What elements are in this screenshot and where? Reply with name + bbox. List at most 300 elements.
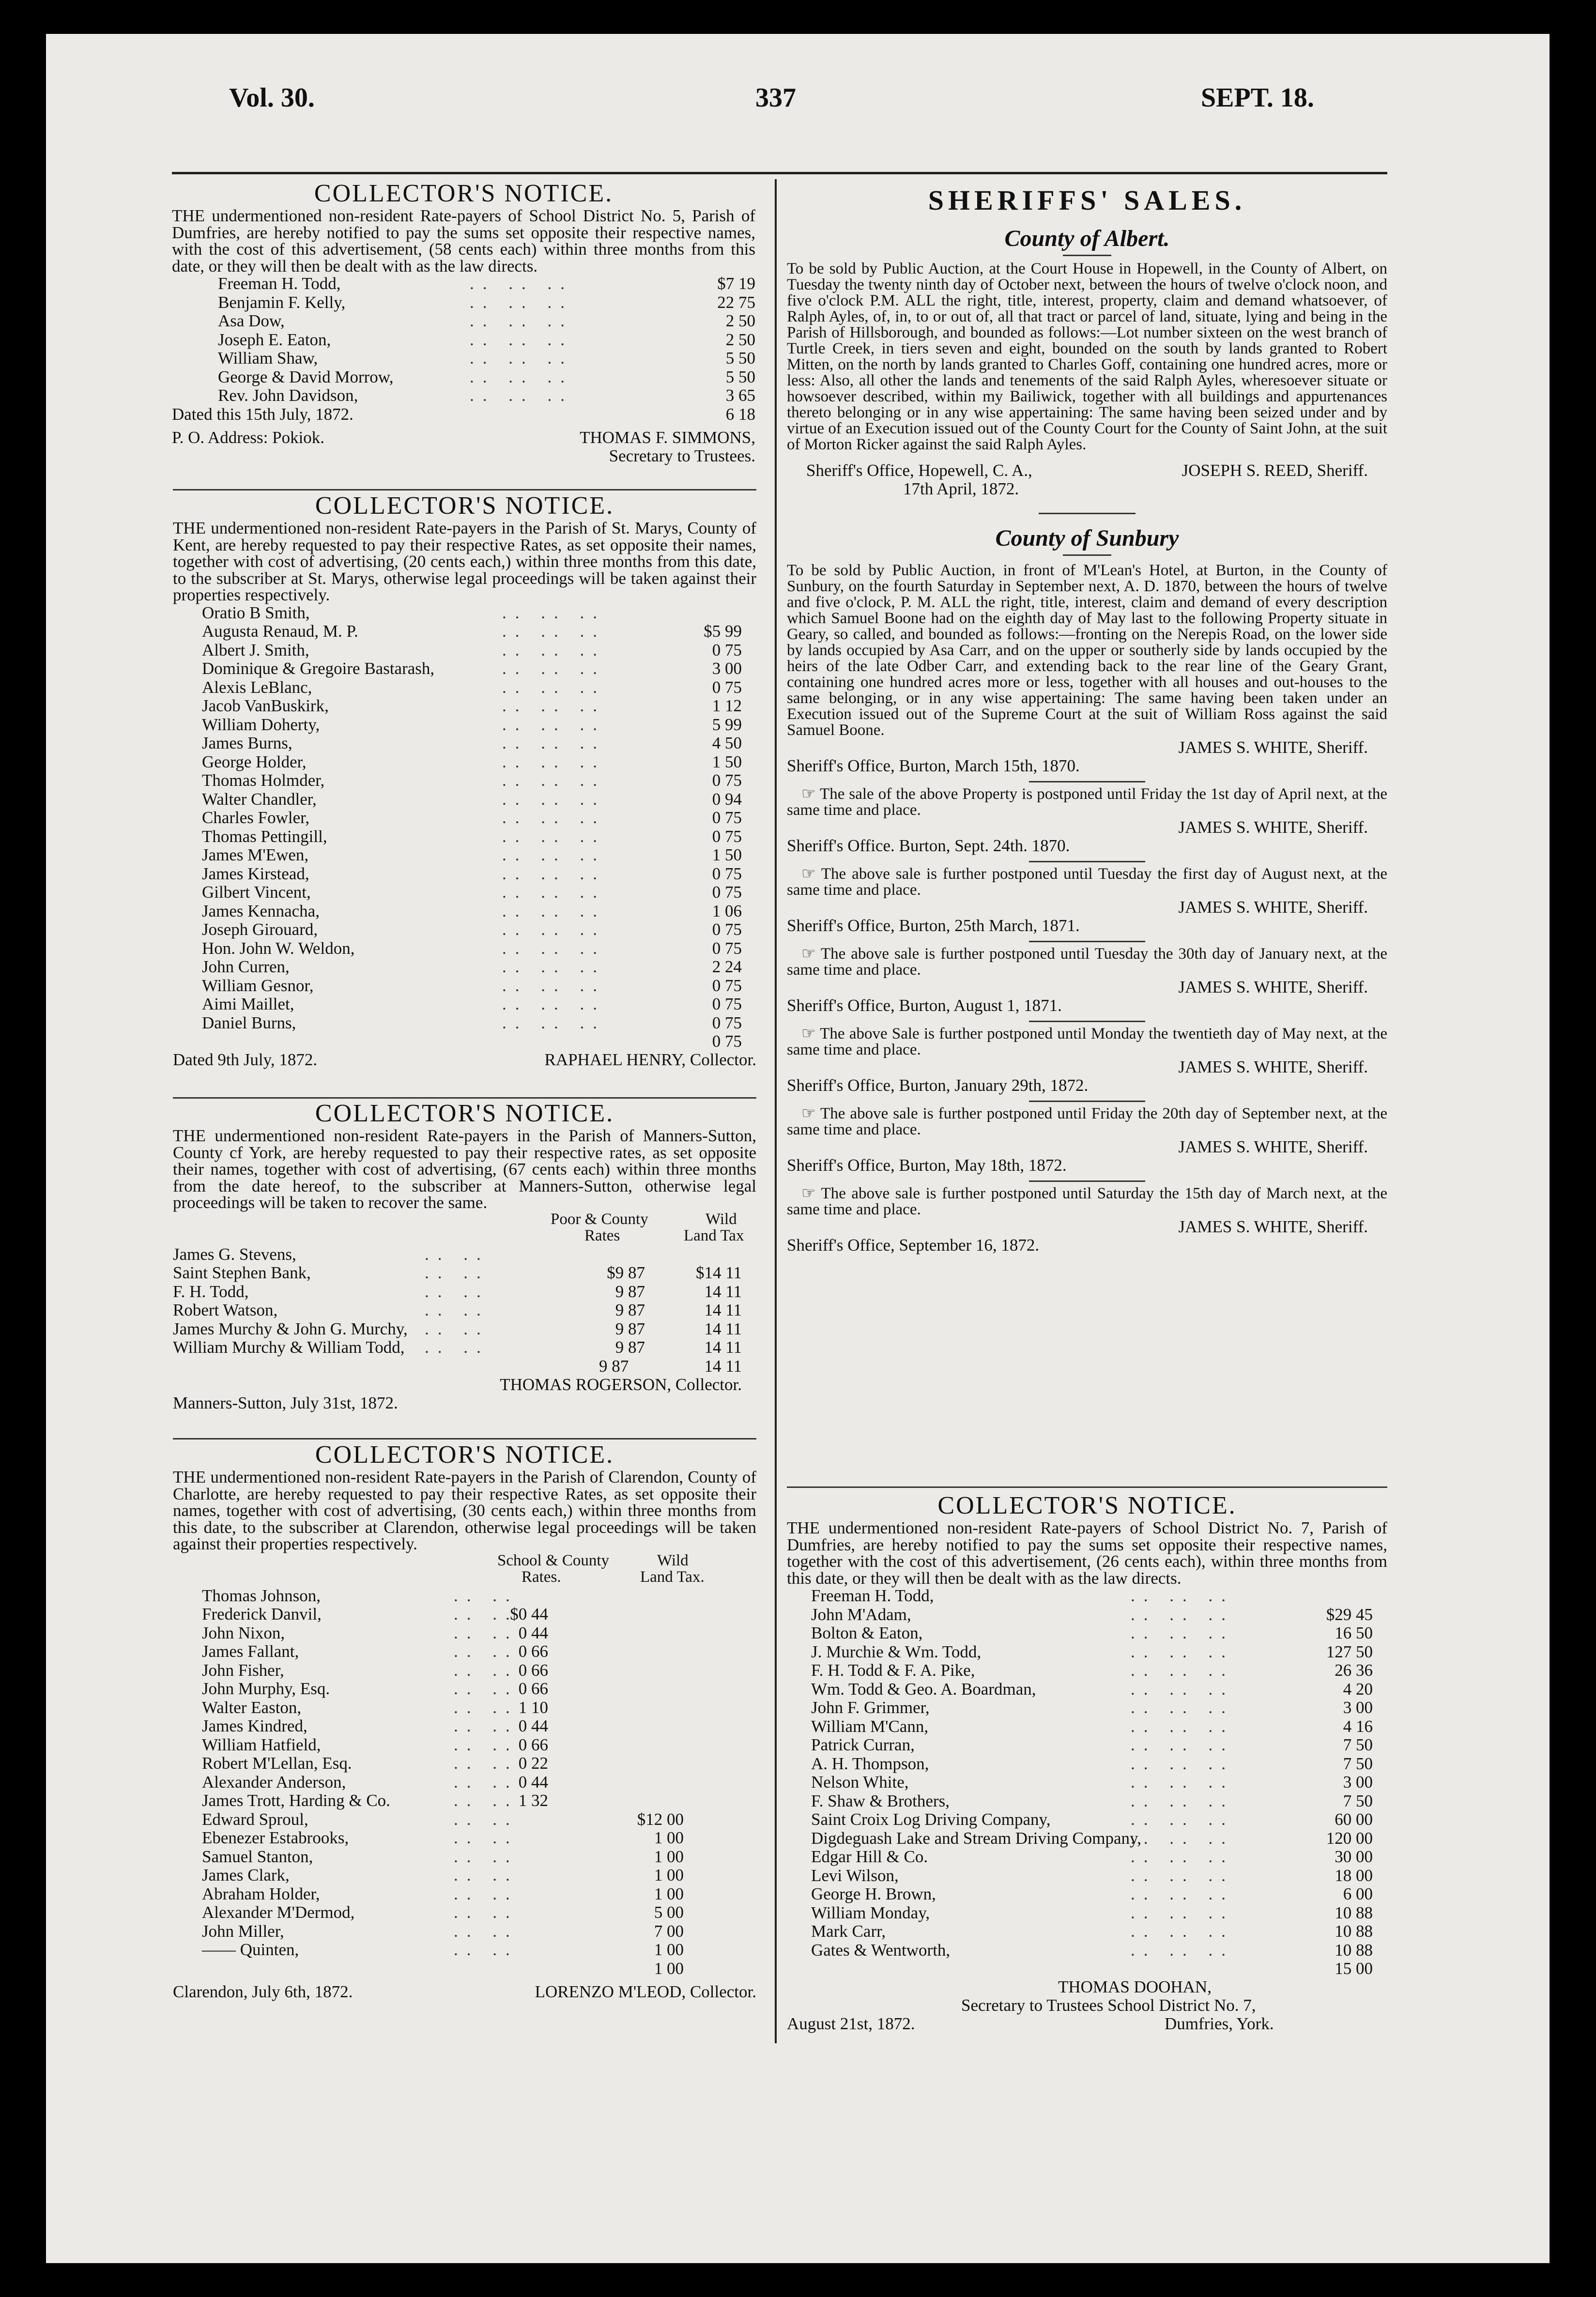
ratepayer-name: Asa Dow, xyxy=(218,311,285,330)
amount: $5 99 xyxy=(704,622,742,641)
leader-dots: .. .. xyxy=(454,1772,519,1792)
postponement-body: The above sale is further postponed until Friday the 20th day of September next, at the same time and place. xyxy=(787,1105,1387,1138)
col-head-rates-sub: Rates xyxy=(584,1226,620,1244)
leader-dots: .. .. .. xyxy=(470,349,573,368)
amount-land-tax: $12 00 xyxy=(637,1809,684,1829)
ratepayer-name: Wm. Todd & Geo. A. Boardman, xyxy=(811,1679,1036,1699)
ratepayer-name: William Murchy & William Todd, xyxy=(173,1338,405,1357)
table-row xyxy=(811,1922,1387,1941)
signer-name: THOMAS F. SIMMONS, xyxy=(580,428,755,447)
ratepayer-name: Saint Croix Log Driving Company, xyxy=(811,1810,1051,1829)
table-row xyxy=(218,368,755,387)
table-row xyxy=(202,771,756,790)
amount: 0 75 xyxy=(712,1032,742,1051)
postponement-text xyxy=(787,1026,1387,1058)
leader-dots: .. .. xyxy=(454,1716,519,1735)
table-row xyxy=(202,753,756,772)
amount-land-tax: 14 11 xyxy=(704,1301,742,1319)
short-rule xyxy=(1063,554,1111,556)
postponement-signer-line xyxy=(787,818,1387,837)
ratepayer-name: Levi Wilson, xyxy=(811,1866,899,1885)
amount: 2 50 xyxy=(725,311,755,330)
sheriff-date: 17th April, 1872. xyxy=(903,479,1019,498)
dated-line xyxy=(173,1983,756,2001)
short-rule xyxy=(1029,781,1145,782)
table-row xyxy=(202,1848,756,1867)
table-row xyxy=(202,939,756,958)
ratepayer-name: William Gesnor, xyxy=(202,976,314,995)
table-row xyxy=(202,1941,756,1960)
amount-rates: 0 66 xyxy=(518,1735,548,1754)
col-head-rates: School & County xyxy=(497,1551,610,1569)
leader-dots: .. .. .. xyxy=(1131,1716,1234,1736)
table-row xyxy=(173,1338,756,1357)
ratepayer-name: Benjamin F. Kelly, xyxy=(218,292,346,312)
amount: 1 12 xyxy=(712,696,742,715)
ratepayer-name: Gilbert Vincent, xyxy=(202,883,311,902)
table-row xyxy=(811,1867,1387,1885)
leader-dots: .. .. xyxy=(454,1847,519,1866)
table-row xyxy=(202,1754,756,1773)
ratepayer-name: John Curren, xyxy=(202,957,290,976)
ratepayer-name: Thomas Johnson, xyxy=(202,1586,321,1605)
table-row xyxy=(202,1587,756,1606)
short-rule xyxy=(1029,1180,1145,1182)
po-line xyxy=(172,429,755,447)
table-row xyxy=(811,1699,1387,1717)
section-rule xyxy=(173,1438,756,1439)
sheriff-office: Sheriff's Office, Burton, March 15th, 1870. xyxy=(787,756,1080,775)
postponement-body: The above sale is further postponed until Tuesday the first day of August next, at the same time and place. xyxy=(787,865,1387,899)
amount: 26 36 xyxy=(1335,1661,1373,1680)
ratepayer-name: Digdeguash Lake and Stream Driving Company, xyxy=(811,1828,1142,1848)
table-row xyxy=(173,1320,756,1339)
amount: 0 94 xyxy=(712,789,742,809)
leader-dots: .. .. xyxy=(454,1660,519,1680)
notice-intro: THE undermentioned non-resident Rate-payers of School District No. 5, Parish of Dumfries, are hereby notified to pay the sums set opposite their respective names, with the cost of this advertisement, (58 cents each) within three months from this date, or they will then be dealt with as the law directs. xyxy=(172,206,755,276)
col-head-rates: Poor & County xyxy=(551,1210,648,1228)
leader-dots: .. .. .. xyxy=(1131,1735,1234,1754)
ratepayer-name: Oratio B Smith, xyxy=(202,603,310,622)
amount-rates: 0 66 xyxy=(518,1642,548,1661)
postponement-text xyxy=(787,1186,1387,1218)
postponement-signer-line xyxy=(787,1058,1387,1076)
po-address: P. O. Address: Pokiok. xyxy=(172,428,325,447)
col-head-wild: Wild xyxy=(657,1551,689,1569)
leader-dots: .. .. .. xyxy=(1131,1679,1234,1699)
amount: 1 06 xyxy=(712,901,742,920)
amount-land-tax: 14 11 xyxy=(704,1338,742,1357)
amount-rates: 9 87 xyxy=(615,1319,645,1338)
table-row xyxy=(811,1773,1387,1792)
ratepayer-name: James Kirstead, xyxy=(202,864,309,883)
sheriff-office: Sheriff's Office, Burton, August 1, 1871. xyxy=(787,996,1062,1015)
col-head-land-tax: Land Tax. xyxy=(640,1568,705,1586)
pointing-hand-icon: ☞ xyxy=(801,945,821,963)
last-amount-line xyxy=(173,1960,756,1978)
notice-title: COLLECTOR'S NOTICE. xyxy=(315,492,614,520)
amount: 0 75 xyxy=(712,920,742,939)
postponement-text xyxy=(787,946,1387,978)
ratepayer-name: Robert M'Lellan, Esq. xyxy=(202,1754,352,1773)
leader-dots: .. .. .. xyxy=(502,808,606,827)
ratepayer-name: A. H. Thompson, xyxy=(811,1754,929,1773)
ratepayer-name: Walter Chandler, xyxy=(202,789,317,809)
ratepayer-name: Rev. John Davidson, xyxy=(218,386,358,405)
table-row xyxy=(218,293,755,312)
leader-dots: .. .. .. xyxy=(1131,1791,1234,1810)
signer-title-line xyxy=(172,447,755,465)
last-amount-line xyxy=(173,1032,756,1051)
section-rule xyxy=(173,1097,756,1099)
table-row xyxy=(811,1810,1387,1829)
leader-dots: .. .. .. xyxy=(502,640,606,659)
short-rule xyxy=(1063,255,1111,256)
amount-land-tax: 14 11 xyxy=(704,1282,742,1301)
table-row xyxy=(202,659,756,678)
table-row xyxy=(811,1643,1387,1662)
notice-rows xyxy=(173,604,756,1033)
table-row xyxy=(202,958,756,977)
leader-dots: .. .. .. xyxy=(470,292,573,312)
ratepayer-name: Bolton & Eaton, xyxy=(811,1623,923,1642)
amount: 0 75 xyxy=(712,883,742,902)
amount: 0 75 xyxy=(712,864,742,883)
amount: 5 50 xyxy=(725,349,755,368)
short-rule xyxy=(1029,861,1145,862)
amount: 4 16 xyxy=(1343,1716,1373,1736)
amount-rates: $0 44 xyxy=(510,1605,548,1623)
ratepayer-name: James G. Stevens, xyxy=(173,1244,296,1264)
ratepayer-name: Saint Stephen Bank, xyxy=(173,1263,311,1282)
issue-date: SEPT. 18. xyxy=(1201,83,1314,113)
postponement-signer-line xyxy=(787,898,1387,917)
notice-date: Clarendon, July 6th, 1872. xyxy=(173,1982,353,2001)
amount-rates: 9 87 xyxy=(615,1338,645,1357)
signer-title: Secretary to Trustees School District No. 7, xyxy=(961,1996,1256,2015)
county-albert-heading: County of Albert. xyxy=(1004,226,1170,251)
signer-line xyxy=(173,1376,756,1394)
amount: $29 45 xyxy=(1326,1605,1373,1624)
table-row xyxy=(202,1773,756,1792)
amount-rates: 0 44 xyxy=(518,1772,548,1792)
postponement-text xyxy=(787,866,1387,898)
table-row xyxy=(811,1848,1387,1867)
table-row xyxy=(202,1605,756,1624)
leader-dots: .. .. xyxy=(454,1903,519,1922)
ratepayer-name: Jacob VanBuskirk, xyxy=(202,696,329,715)
albert-office-line xyxy=(787,461,1387,480)
postponement-office-line xyxy=(787,1076,1387,1095)
sheriff-office: Sheriff's Office, Hopewell, C. A., xyxy=(806,461,1032,480)
amount: 7 50 xyxy=(1343,1735,1373,1754)
signer-line xyxy=(787,1978,1387,1996)
table-row xyxy=(202,920,756,939)
amount-land-tax: 1 00 xyxy=(654,1940,684,1959)
ratepayer-name: J. Murchie & Wm. Todd, xyxy=(811,1642,982,1661)
postponement-office-line xyxy=(787,1236,1387,1255)
postponement-signer-line xyxy=(787,1218,1387,1236)
leader-dots: .. .. .. xyxy=(502,734,606,752)
section-rule xyxy=(787,1486,1387,1488)
volume-number: Vol. 30. xyxy=(229,83,315,113)
ratepayer-name: Aimi Maillet, xyxy=(202,995,294,1013)
pointing-hand-icon: ☞ xyxy=(801,1025,820,1042)
amount-rates: $9 87 xyxy=(607,1263,645,1282)
leader-dots: .. .. .. xyxy=(502,938,606,958)
amount: 18 00 xyxy=(1335,1866,1373,1885)
amount-land-tax: 14 11 xyxy=(704,1319,742,1338)
ratepayer-name: Samuel Stanton, xyxy=(202,1847,313,1866)
amount: 120 00 xyxy=(1326,1828,1373,1848)
leader-dots: .. .. .. xyxy=(502,677,606,697)
leader-dots: .. .. .. xyxy=(502,976,606,995)
leader-dots: .. .. .. xyxy=(1131,1810,1234,1829)
amount: 30 00 xyxy=(1335,1847,1373,1866)
amount-land-tax: 1 00 xyxy=(654,1828,684,1847)
amount-rates: 1 10 xyxy=(518,1698,548,1717)
amount: 5 50 xyxy=(725,367,755,386)
table-row xyxy=(811,1736,1387,1755)
table-row xyxy=(811,1680,1387,1699)
ratepayer-name: George & David Morrow, xyxy=(218,367,394,386)
amount-land-tax: 1 00 xyxy=(654,1847,684,1866)
sheriffs-sales-title: SHERIFFS' SALES. xyxy=(928,184,1246,216)
leader-dots: .. .. .. xyxy=(502,659,606,678)
table-row xyxy=(218,275,755,293)
ratepayer-name: Mark Carr, xyxy=(811,1922,886,1941)
amount-land-tax: 7 00 xyxy=(654,1921,684,1941)
notice-date: Dated 9th July, 1872. xyxy=(173,1050,318,1069)
leader-dots: .. .. xyxy=(425,1301,490,1319)
amount: $7 19 xyxy=(717,274,755,293)
ratepayer-name: F. Shaw & Brothers, xyxy=(811,1791,950,1810)
ratepayer-name: F. H. Todd & F. A. Pike, xyxy=(811,1661,975,1680)
leader-dots: .. .. .. xyxy=(470,386,573,405)
ratepayer-name: Robert Watson, xyxy=(173,1301,278,1319)
ratepayer-name: Patrick Curran, xyxy=(811,1735,915,1754)
leader-dots: .. .. .. xyxy=(470,311,573,330)
table-row xyxy=(202,902,756,921)
amount: 0 75 xyxy=(712,995,742,1013)
table-row xyxy=(811,1624,1387,1643)
amount: 22 75 xyxy=(717,292,755,312)
leader-dots: .. .. .. xyxy=(1131,1754,1234,1773)
notice-intro: THE undermentioned non-resident Rate-payers in the Parish of Clarendon, County of Charlotte, are hereby requested to pay their respective Rates, as set opposite their names, together with cost of advertising, (30 cents each,) within three months from this date, to the subscriber at Clarendon, otherwise legal proceedings will be taken against their properties respectively. xyxy=(173,1468,756,1553)
ratepayer-name: F. H. Todd, xyxy=(173,1282,249,1301)
table-row xyxy=(202,1903,756,1922)
amount: 3 00 xyxy=(712,659,742,678)
table-row xyxy=(202,1829,756,1848)
amount-land-tax: $14 11 xyxy=(696,1263,742,1282)
amount: 4 20 xyxy=(1343,1679,1373,1699)
sunbury-sale-text: To be sold by Public Auction, in front of M'Lean's Hotel, at Burton, in the County of Sunbury, on the fourth Saturday in September next, A. D. 1870, between the hours of twelve and five o'clock, P. M. ALL the right, title, interest, claim and demand of every description which Samuel Boone had on the eighth day of May last to the following Property situate in Geary, so called, and bounded as follows:—fronting on the Nerepis Road, on the lower side by lands occupied by Asa Carr, and on the upper or southerly side by lands occupied by the heirs of the late Odber Carr, and extending back to the rear line of the Geary Grant, containing one hundred acres more or less, together with all houses and out-houses to the same belonging, or in any wise appertaining: The same having been taken under an Execution issued out of the Supreme Court at the suit of William Ross against the said Samuel Boone. xyxy=(787,562,1387,739)
leader-dots: .. .. xyxy=(425,1244,490,1264)
ratepayer-name: Augusta Renaud, M. P. xyxy=(202,622,358,641)
amount: 3 00 xyxy=(1343,1698,1373,1717)
amount: 0 75 xyxy=(712,677,742,697)
postponement-office-line xyxy=(787,1156,1387,1175)
amount: 6 00 xyxy=(1343,1884,1373,1903)
amount: 0 75 xyxy=(712,1013,742,1032)
table-row xyxy=(218,386,755,405)
ratepayer-name: James Kennacha, xyxy=(202,901,320,920)
amount-land-tax: 14 11 xyxy=(704,1356,742,1376)
amount: 0 75 xyxy=(712,976,742,995)
sheriff-office: Sheriff's Office, Burton, January 29th, 1872. xyxy=(787,1076,1089,1095)
table-row xyxy=(811,1587,1387,1606)
collector-notice-st-marys xyxy=(173,491,756,1069)
table-row xyxy=(811,1661,1387,1680)
last-amount-line xyxy=(787,1960,1387,1978)
table-row xyxy=(202,846,756,865)
ratepayer-name: George H. Brown, xyxy=(811,1884,936,1903)
ratepayer-name: William Doherty, xyxy=(202,715,320,734)
collector-notice-dumfries-7 xyxy=(787,1491,1387,2033)
signer-name: THOMAS DOOHAN, xyxy=(1058,1977,1212,1996)
amount: 60 00 xyxy=(1335,1810,1373,1829)
table-row xyxy=(202,1885,756,1904)
ratepayer-name: John Miller, xyxy=(202,1921,284,1941)
table-row xyxy=(811,1606,1387,1624)
table-row xyxy=(202,697,756,716)
amount: 3 65 xyxy=(725,386,755,405)
ratepayer-name: Joseph E. Eaton, xyxy=(218,330,331,349)
notice-title: COLLECTOR'S NOTICE. xyxy=(314,180,614,207)
postponement-signer-line xyxy=(787,978,1387,996)
amount-rates: 9 87 xyxy=(615,1301,645,1319)
notice-place: Dumfries, York. xyxy=(1165,2014,1274,2033)
leader-dots: .. .. xyxy=(454,1735,519,1754)
col-head-wild: Wild xyxy=(706,1210,737,1228)
leader-dots: .. .. .. xyxy=(502,715,606,734)
amount: 10 88 xyxy=(1335,1940,1373,1960)
amount-rates: 9 87 xyxy=(615,1282,645,1301)
ratepayer-name: James M'Ewen, xyxy=(202,845,309,864)
amount: 0 75 xyxy=(712,640,742,659)
table-row xyxy=(202,1792,756,1810)
table-row xyxy=(173,1264,756,1283)
leader-dots: .. .. xyxy=(454,1679,519,1698)
sheriff-name: JAMES S. WHITE, Sheriff. xyxy=(1178,978,1368,996)
leader-dots: .. .. xyxy=(454,1809,519,1829)
table-row xyxy=(173,1283,756,1302)
leader-dots: .. .. .. xyxy=(502,827,606,846)
amount-land-tax: 1 00 xyxy=(654,1866,684,1884)
ratepayer-name: Alexis LeBlanc, xyxy=(202,677,312,697)
table-row xyxy=(202,1810,756,1829)
notice-rows xyxy=(172,275,755,405)
leader-dots: .. .. .. xyxy=(1131,1623,1234,1642)
leader-dots: .. .. .. xyxy=(1131,1828,1234,1848)
leader-dots: .. .. .. xyxy=(1131,1605,1234,1624)
ratepayer-name: James Fallant, xyxy=(202,1642,299,1661)
amount: 7 50 xyxy=(1343,1791,1373,1810)
amount-rates: 0 44 xyxy=(518,1623,548,1642)
ratepayer-name: John Fisher, xyxy=(202,1660,284,1680)
leader-dots: .. .. .. xyxy=(502,622,606,641)
amount: 2 24 xyxy=(712,957,742,976)
ratepayer-name: Joseph Girouard, xyxy=(202,920,318,939)
ratepayer-name: Freeman H. Todd, xyxy=(218,274,341,293)
notice-rows xyxy=(787,1587,1387,1960)
leader-dots: .. .. .. xyxy=(470,330,573,349)
table-row xyxy=(811,1755,1387,1774)
table-row xyxy=(202,1717,756,1736)
county-sunbury-heading: County of Sunbury xyxy=(995,525,1179,551)
ratepayer-name: George Holder, xyxy=(202,752,307,771)
leader-dots: .. .. .. xyxy=(1131,1698,1234,1717)
postponement-text xyxy=(787,1106,1387,1138)
notice-date: Dated this 15th July, 1872. xyxy=(172,404,353,424)
leader-dots: .. .. xyxy=(454,1866,519,1884)
amount: 5 99 xyxy=(712,715,742,734)
notice-rows xyxy=(173,1245,756,1357)
amount: 7 50 xyxy=(1343,1754,1373,1773)
postponement-body: The sale of the above Property is postponed until Friday the 1st day of April next, at the same time and place. xyxy=(787,785,1387,819)
ratepayer-name: Daniel Burns, xyxy=(202,1013,296,1032)
ratepayer-name: James Kindred, xyxy=(202,1716,307,1735)
leader-dots: .. .. .. xyxy=(502,920,606,939)
table-row xyxy=(202,734,756,753)
table-row xyxy=(811,1829,1387,1848)
place-line xyxy=(787,2015,1387,2033)
pointing-hand-icon: ☞ xyxy=(801,1105,821,1122)
table-row xyxy=(202,1736,756,1755)
section-rule xyxy=(173,489,756,490)
table-row xyxy=(218,331,755,350)
table-row xyxy=(202,622,756,641)
leader-dots: .. .. xyxy=(454,1642,519,1661)
ratepayer-name: Ebenezer Estabrooks, xyxy=(202,1828,349,1847)
leader-dots: .. .. .. xyxy=(1131,1586,1234,1605)
sheriff-office: Sheriff's Office, Burton, 25th March, 1871. xyxy=(787,916,1080,935)
notice-title: COLLECTOR'S NOTICE. xyxy=(315,1441,614,1469)
leader-dots: .. .. .. xyxy=(1131,1661,1234,1680)
dated-line xyxy=(173,1051,756,1069)
amount-rates: 0 22 xyxy=(518,1754,548,1773)
leader-dots: .. .. xyxy=(454,1754,519,1773)
leader-dots: .. .. .. xyxy=(502,771,606,790)
leader-dots: .. .. xyxy=(454,1828,519,1847)
sheriff-name: JOSEPH S. REED, Sheriff. xyxy=(1182,461,1368,480)
ratepayer-name: Thomas Pettingill, xyxy=(202,827,327,846)
ratepayer-name: James Murchy & John G. Murchy, xyxy=(173,1319,408,1338)
notice-intro: THE undermentioned non-resident Rate-payers in the Parish of St. Marys, County of Kent, are hereby requested to pay their respective Rates, as set opposite their names, together with cost of advertising, (20 cents each,) within three months from this date, to the subscriber at St. Marys, otherwise legal proceedings will be taken against their properties respectively. xyxy=(173,519,756,604)
table-row xyxy=(202,1014,756,1033)
table-row xyxy=(811,1904,1387,1923)
ratepayer-name: Edgar Hill & Co. xyxy=(811,1847,928,1866)
albert-date-line xyxy=(787,480,1387,498)
column-headers xyxy=(173,1553,756,1587)
table-row xyxy=(202,1922,756,1941)
col-head-rates-sub: Rates. xyxy=(522,1568,561,1586)
leader-dots: .. .. .. xyxy=(502,789,606,809)
ratepayer-name: Alexander Anderson, xyxy=(202,1772,346,1792)
amount-rates: 9 87 xyxy=(599,1356,629,1376)
column-headers xyxy=(173,1211,756,1245)
leader-dots: .. .. .. xyxy=(502,752,606,771)
sheriff-name: JAMES S. WHITE, Sheriff. xyxy=(1178,818,1368,837)
sheriff-name: JAMES S. WHITE, Sheriff. xyxy=(1178,898,1368,917)
postponement-signer-line xyxy=(787,1138,1387,1156)
postponement-office-line xyxy=(787,996,1387,1015)
amount: 0 75 xyxy=(712,938,742,958)
leader-dots: .. .. xyxy=(454,1884,519,1903)
sunbury-office-line xyxy=(787,757,1387,775)
ratepayer-name: Frederick Danvil, xyxy=(202,1605,322,1623)
sheriffs-sales xyxy=(787,184,1387,1255)
